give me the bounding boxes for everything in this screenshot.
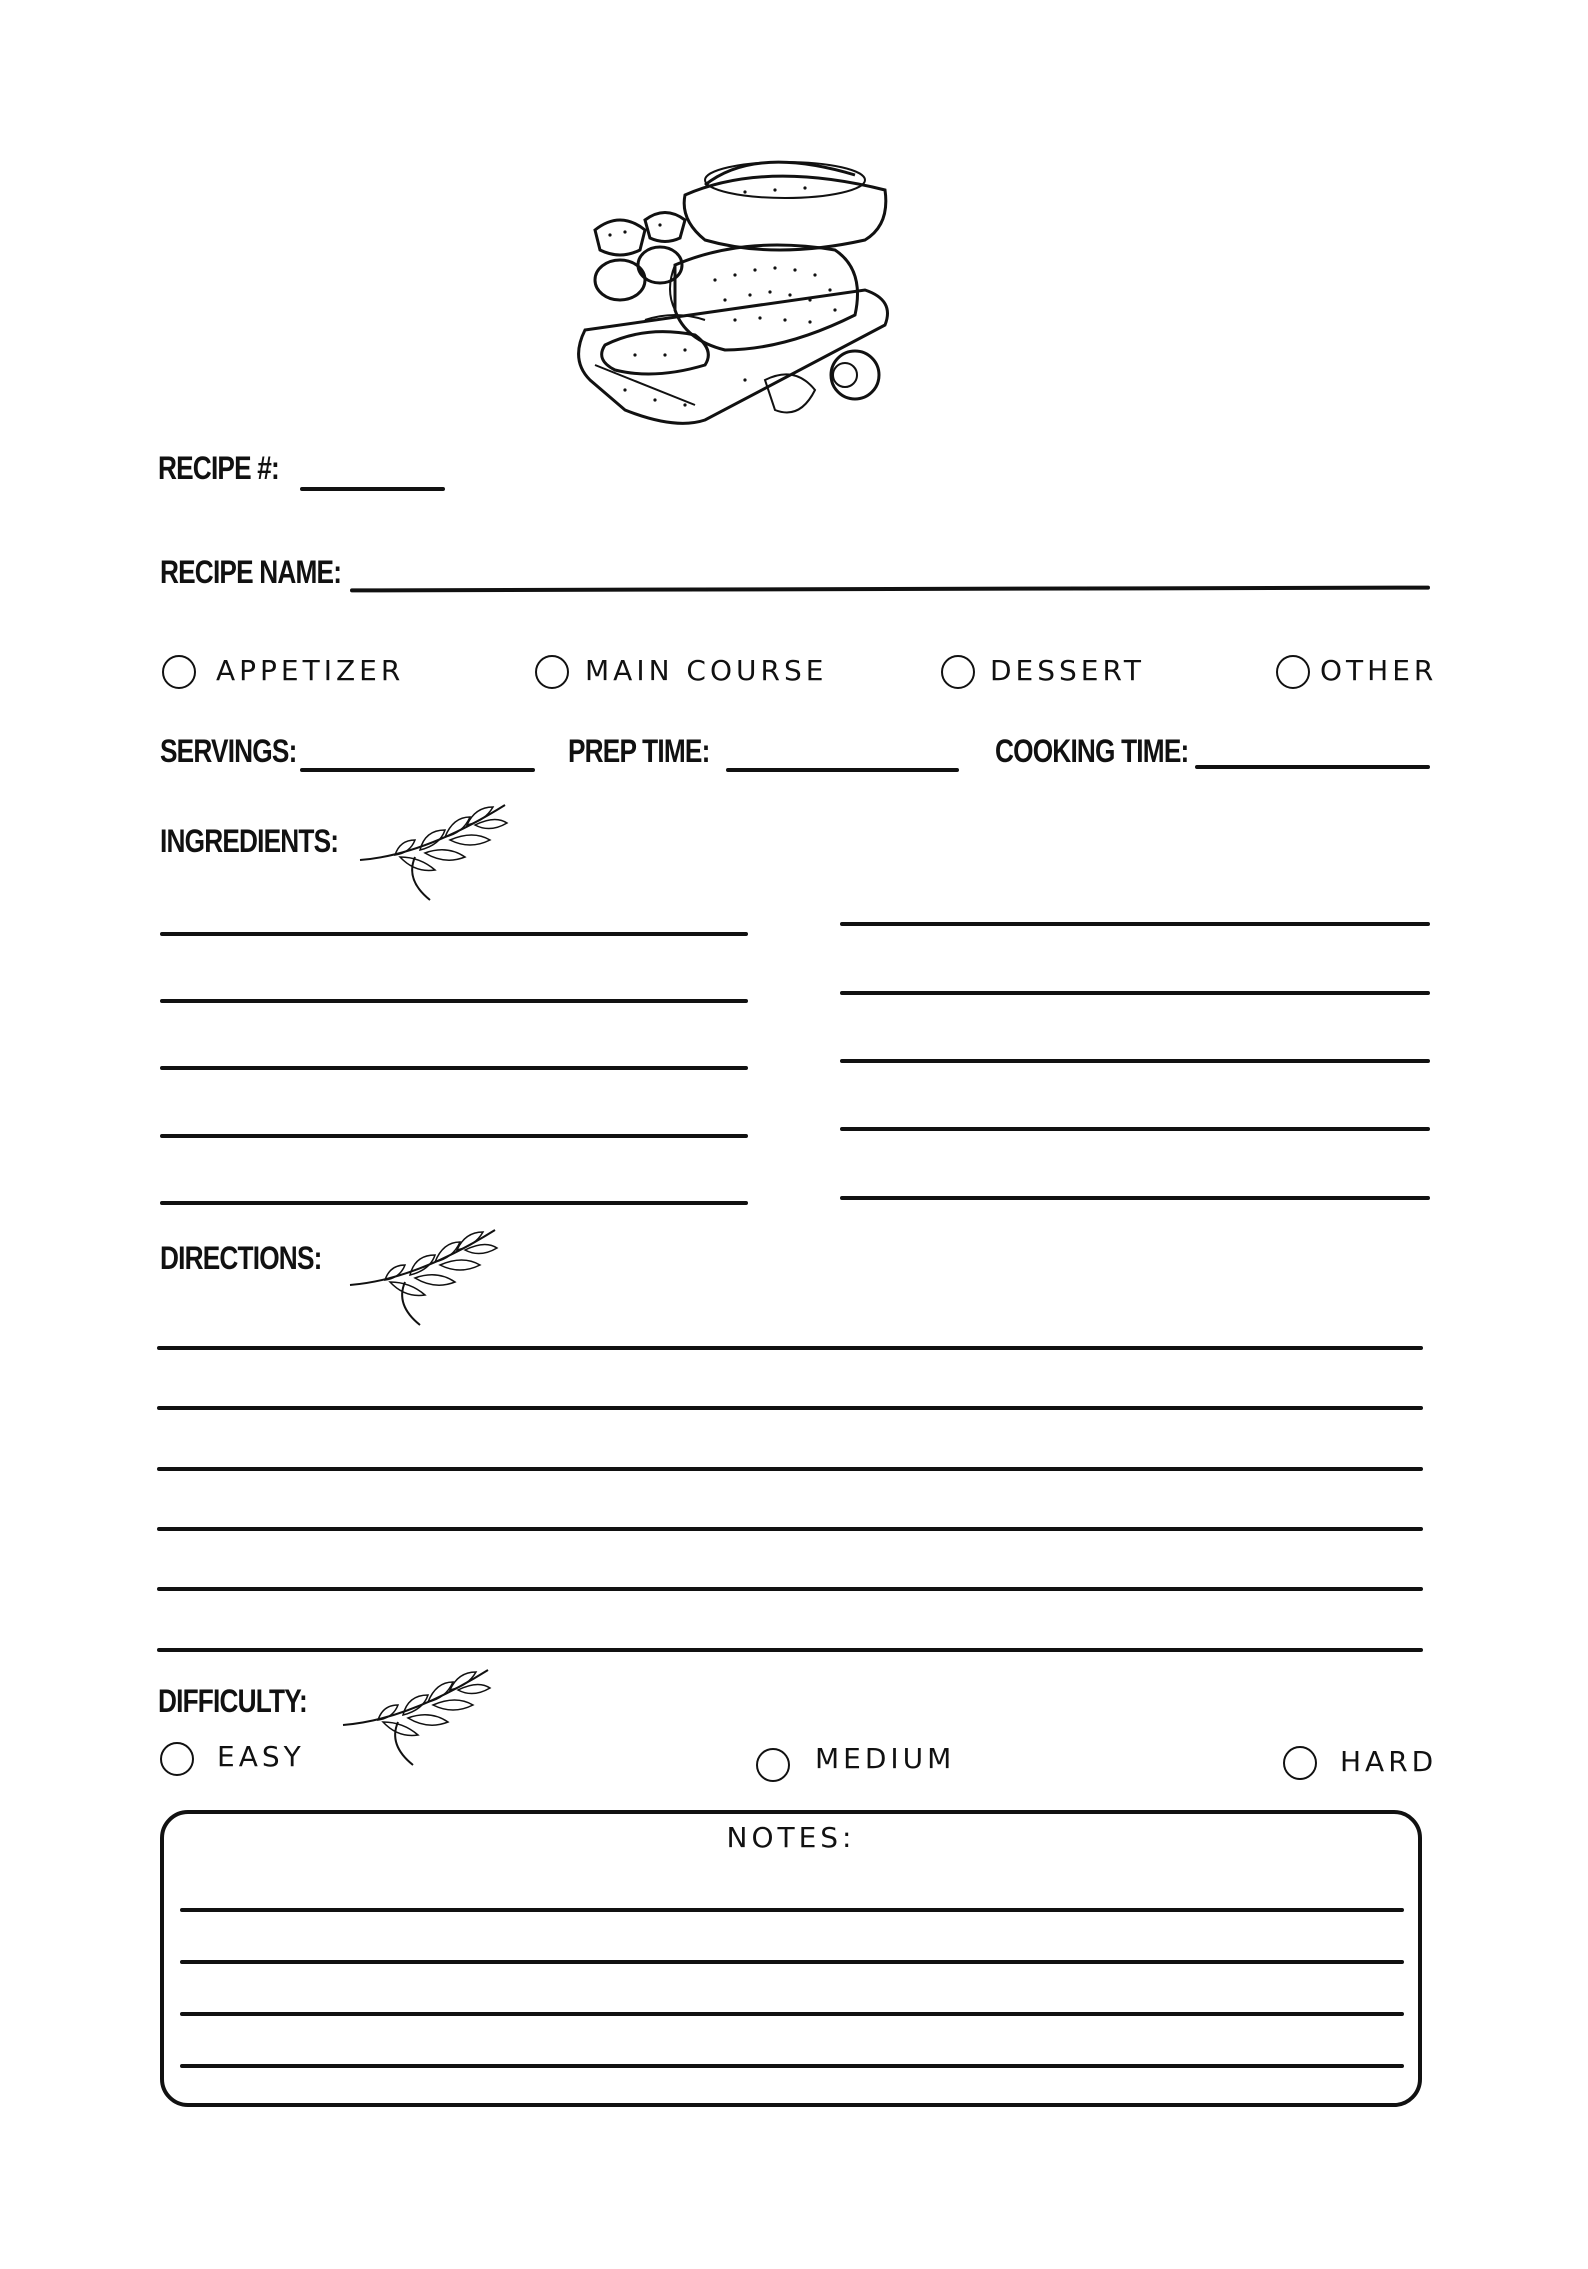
directions-label: DIRECTIONS: [160,1240,322,1276]
recipe-name-field[interactable] [350,586,1430,593]
course-main-course-radio[interactable] [535,655,569,689]
cooking-time-label: COOKING TIME: [995,733,1189,769]
course-other-radio[interactable] [1276,655,1310,689]
direction-line[interactable] [157,1648,1423,1652]
ingredients-label: INGREDIENTS: [160,823,339,859]
prep-time-field[interactable] [726,768,959,772]
course-dessert-radio[interactable] [941,655,975,689]
difficulty-label: DIFFICULTY: [158,1683,307,1719]
course-appetizer-radio[interactable] [162,655,196,689]
ingredient-line[interactable] [840,1059,1430,1063]
direction-line[interactable] [157,1467,1423,1471]
course-other-label: OTHER [1320,654,1438,687]
difficulty-easy-radio[interactable] [160,1742,194,1776]
notes-line[interactable] [180,2012,1404,2016]
servings-field[interactable] [300,768,535,772]
leaf-sprig-icon [355,795,515,905]
notes-line[interactable] [180,2064,1404,2068]
direction-line[interactable] [157,1346,1423,1350]
ingredient-line[interactable] [160,1066,748,1070]
direction-line[interactable] [157,1527,1423,1531]
recipe-number-field[interactable] [300,487,445,491]
direction-line[interactable] [157,1406,1423,1410]
cooking-time-field[interactable] [1195,765,1430,769]
difficulty-medium-radio[interactable] [756,1748,790,1782]
leaf-sprig-icon [345,1220,505,1330]
course-dessert-label: DESSERT [990,654,1146,687]
notes-line[interactable] [180,1908,1404,1912]
recipe-number-label: RECIPE #: [158,450,279,486]
recipe-name-label: RECIPE NAME: [160,554,342,590]
notes-box [160,1810,1422,2107]
ingredient-line[interactable] [160,999,748,1003]
notes-label: NOTES: [726,1821,856,1854]
ingredient-line[interactable] [840,922,1430,926]
ingredient-line[interactable] [840,1127,1430,1131]
course-appetizer-label: APPETIZER [216,654,405,687]
direction-line[interactable] [157,1587,1423,1591]
ingredient-line[interactable] [160,1201,748,1205]
ingredient-line[interactable] [160,1134,748,1138]
servings-label: SERVINGS: [160,733,297,769]
difficulty-hard-label: HARD [1340,1745,1438,1778]
prep-time-label: PREP TIME: [568,733,710,769]
notes-line[interactable] [180,1960,1404,1964]
difficulty-medium-label: MEDIUM [815,1742,956,1775]
leaf-sprig-icon [338,1660,498,1770]
ingredient-line[interactable] [840,1196,1430,1200]
course-main-course-label: MAIN COURSE [585,654,828,687]
ingredient-line[interactable] [160,932,748,936]
difficulty-easy-label: EASY [217,1740,305,1773]
bread-loaf-illustration [565,150,935,430]
difficulty-hard-radio[interactable] [1283,1746,1317,1780]
ingredient-line[interactable] [840,991,1430,995]
